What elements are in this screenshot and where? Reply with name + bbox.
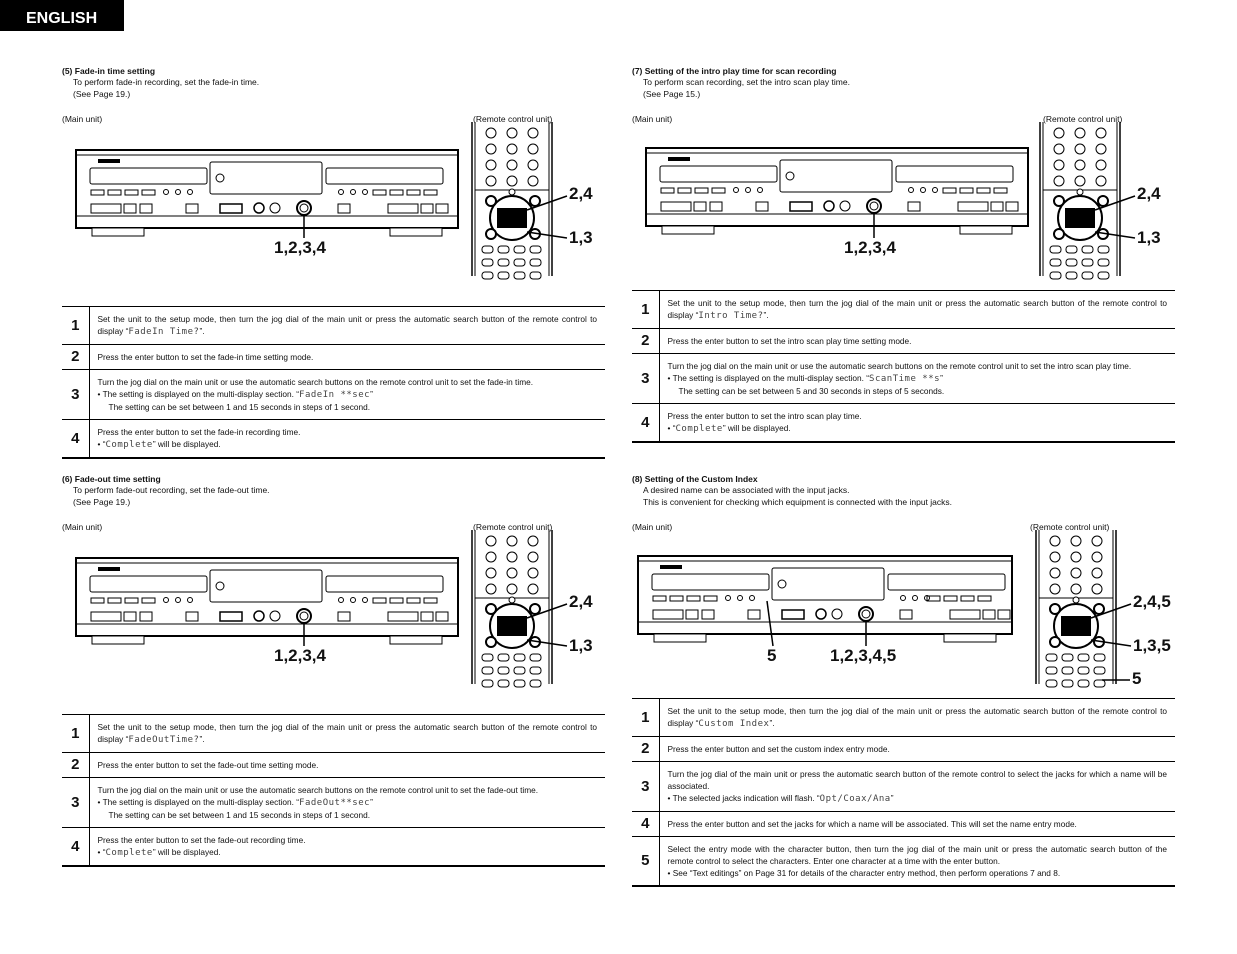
section-title: (7) Setting of the intro play time for scan recording [632, 66, 837, 76]
step-number: 1 [632, 291, 659, 329]
illustration-drawing [632, 100, 1176, 290]
step-number: 3 [632, 762, 659, 812]
step-description [98, 376, 598, 388]
steps-table [62, 306, 605, 459]
step-bullet [668, 792, 1168, 805]
callout-remote-lower: 1,3,5 [1133, 636, 1171, 655]
bullet-text: “ [672, 423, 676, 433]
bullet-text: The setting is displayed on the multi-display section. “ [672, 373, 870, 383]
bullet-text-after: ” [940, 373, 943, 383]
callout-main-unit: 1,2,3,4 [274, 238, 326, 257]
step-description [668, 843, 1168, 867]
step-description [98, 834, 598, 846]
step-bullet [98, 388, 598, 401]
step-main-text: Press the enter button to set the intro scan play time. [667, 411, 862, 421]
step-main-text: Press the enter button and set the jacks for which a name will be associated. This will set the name entry mode. [667, 819, 1077, 829]
callout-main-unit: 1,2,3,4,5 [830, 646, 897, 665]
step-main-text: Turn the jog dial on the main unit or use the automatic search buttons on the remote control unit to set the intro scan play time. [667, 361, 1132, 371]
step-text-after: ”. [763, 310, 769, 320]
step-row [62, 420, 605, 459]
step-note: The setting can be set between 1 and 15 seconds in steps of 1 second. [108, 810, 371, 820]
step-row [632, 291, 1175, 329]
step-row [632, 354, 1175, 404]
callout-remote-upper: 2,4 [569, 592, 593, 611]
step-text-after: ”. [199, 734, 205, 744]
section-description: (See Page 19.) [73, 89, 131, 99]
illustration-drawing [62, 100, 606, 306]
section-description: (See Page 19.) [73, 497, 131, 507]
callout-remote-upper: 2,4 [1137, 184, 1161, 203]
step-description [98, 351, 598, 363]
section-description: To perform fade-out recording, set the fade-out time. [73, 485, 270, 495]
illustration-drawing [62, 508, 606, 714]
step-description [668, 410, 1168, 422]
section-title: (6) Fade-out time setting [62, 474, 161, 484]
lcd-message: Custom Index [698, 719, 770, 729]
main-unit-illustration [646, 148, 1028, 234]
bullet-text-after: ” will be displayed. [152, 847, 221, 857]
step-main-text: Set the unit to the setup mode, then turn the jog dial of the main unit or press the automatic search button of the remote control to display “ [97, 314, 597, 336]
section-description: To perform fade-in recording, set the fade-in time. [73, 77, 260, 87]
bullet-mark: • [97, 847, 103, 857]
lcd-message: Complete [105, 440, 153, 450]
bullet-text: “ [102, 847, 106, 857]
step-text [89, 778, 605, 828]
step-main-text: Press the enter button to set the fade-in recording time. [97, 427, 301, 437]
step-number: 3 [62, 778, 89, 828]
step-text [89, 307, 605, 345]
lcd-message: FadeOut**sec [299, 798, 371, 808]
step-main-text: Turn the jog dial of the main unit or press the automatic search button of the remote control to select the jacks for which a name will be associated. [667, 769, 1167, 791]
callout-remote-upper: 2,4,5 [1133, 592, 1171, 611]
step-text [89, 828, 605, 867]
main-unit-label: (Main unit) [632, 114, 673, 124]
section-fade-in [62, 66, 606, 459]
callout-remote-lower: 1,3 [1137, 228, 1161, 247]
step-row [632, 762, 1175, 812]
step-main-text: Press the enter button to set the intro scan play time setting mode. [667, 336, 912, 346]
bullet-mark: • [667, 423, 673, 433]
step-text [89, 370, 605, 420]
remote-unit-label: (Remote control unit) [1043, 114, 1123, 124]
step-text-after: ”. [199, 326, 205, 336]
section-intro-play-time [632, 66, 1176, 443]
step-number: 3 [632, 354, 659, 404]
step-row [62, 753, 605, 778]
step-row [62, 715, 605, 753]
illustration-area [62, 100, 606, 306]
step-number: 1 [632, 699, 659, 737]
remote-control-illustration [1040, 122, 1120, 279]
step-main-text: Press the enter button to set the fade-in time setting mode. [97, 352, 314, 362]
step-description [668, 818, 1168, 830]
step-number: 4 [62, 420, 89, 459]
lcd-message: Complete [105, 848, 153, 858]
bullet-text-after: ” [890, 793, 894, 803]
illustration-area [632, 100, 1176, 290]
lcd-message: FadeOutTime? [128, 735, 200, 745]
bullet-text-after: ” will be displayed. [152, 439, 221, 449]
step-main-text: Set the unit to the setup mode, then turn the jog dial of the main unit or press the automatic search button of the remote control to display “ [667, 706, 1167, 728]
callout-remote-lower: 1,3 [569, 636, 593, 655]
step-bullet [668, 372, 1168, 385]
step-text [89, 715, 605, 753]
step-row [632, 812, 1175, 837]
illustration-drawing [632, 508, 1176, 698]
section-title: (5) Fade-in time setting [62, 66, 156, 76]
step-text [659, 699, 1175, 737]
illustration-area [632, 508, 1176, 698]
step-description [98, 721, 598, 746]
step-row [632, 737, 1175, 762]
bullet-text: The selected jacks indication will flash. “ [672, 793, 820, 803]
step-row [632, 404, 1175, 443]
section-description: This is convenient for checking which equipment is connected with the input jacks. [643, 497, 952, 507]
bullet-text: “ [102, 439, 106, 449]
step-number: 2 [62, 753, 89, 778]
callout-remote-lower: 1,3 [569, 228, 593, 247]
language-tab: ENGLISH [0, 0, 124, 31]
main-unit-illustration [76, 558, 458, 644]
step-number: 4 [632, 812, 659, 837]
remote-control-illustration [472, 530, 552, 687]
step-description [98, 313, 598, 338]
main-unit-illustration [638, 556, 1012, 642]
remote-control-illustration [1036, 530, 1116, 687]
lcd-message: ScanTime **s [869, 374, 941, 384]
callout-main-unit: 1,2,3,4 [274, 646, 326, 665]
step-note: The setting can be set between 5 and 30 seconds in steps of 5 seconds. [678, 386, 945, 396]
step-text [659, 762, 1175, 812]
step-main-text: Select the entry mode with the character button, then turn the jog dial of the main unit or press the automatic search button of the remote control to select the characters. Enter one character at a time with the enter button. [667, 844, 1167, 866]
step-description [668, 743, 1168, 755]
step-text [659, 837, 1175, 887]
step-row [62, 828, 605, 867]
step-row [62, 307, 605, 345]
bullet-mark: • [97, 389, 103, 399]
step-bullet [98, 438, 598, 451]
lcd-message: FadeIn Time? [128, 327, 200, 337]
step-bullet [668, 422, 1168, 435]
step-text [659, 404, 1175, 443]
step-description [98, 426, 598, 438]
step-number: 3 [62, 370, 89, 420]
bullet-mark: • [667, 373, 673, 383]
section-description: A desired name can be associated with the input jacks. [643, 485, 850, 495]
step-number: 4 [62, 828, 89, 867]
step-row [62, 778, 605, 828]
callout-main-unit: 1,2,3,4 [844, 238, 896, 257]
illustration-area [62, 508, 606, 714]
section-custom-index [632, 474, 1176, 887]
lcd-message: Opt/Coax/Ana [819, 794, 891, 804]
main-unit-label: (Main unit) [632, 522, 673, 532]
step-text [89, 420, 605, 459]
remote-control-illustration [472, 122, 552, 279]
step-bullet [98, 846, 598, 859]
bullet-mark: • [97, 439, 103, 449]
step-number: 1 [62, 307, 89, 345]
step-bullet [98, 796, 598, 809]
main-unit-label: (Main unit) [62, 522, 103, 532]
step-number: 2 [632, 737, 659, 762]
remote-unit-label: (Remote control unit) [473, 522, 553, 532]
step-main-text: Press the enter button and set the custom index entry mode. [667, 744, 890, 754]
main-unit-illustration [76, 150, 458, 236]
section-title: (8) Setting of the Custom Index [632, 474, 758, 484]
main-unit-label: (Main unit) [62, 114, 103, 124]
step-text [659, 737, 1175, 762]
step-main-text: Turn the jog dial on the main unit or use the automatic search buttons on the remote control unit to set the fade-in time. [97, 377, 534, 387]
step-number: 4 [632, 404, 659, 443]
steps-table [632, 698, 1175, 887]
step-description [98, 784, 598, 796]
step-main-text: Press the enter button to set the fade-out time setting mode. [97, 760, 319, 770]
step-description [668, 335, 1168, 347]
step-row [62, 345, 605, 370]
callout-main-unit-button: 5 [767, 646, 777, 665]
step-row [632, 837, 1175, 887]
lcd-message: Intro Time? [698, 311, 764, 321]
bullet-text-after: ” [370, 797, 373, 807]
step-row [632, 699, 1175, 737]
step-text [659, 354, 1175, 404]
callout-remote-bottom: 5 [1132, 669, 1142, 688]
step-row [632, 329, 1175, 354]
step-number: 2 [632, 329, 659, 354]
step-text [659, 291, 1175, 329]
bullet-text: The setting is displayed on the multi-display section. “ [102, 797, 300, 807]
step-text [89, 345, 605, 370]
bullet-text-after: ” [370, 389, 373, 399]
section-fade-out [62, 474, 606, 867]
step-note: The setting can be set between 1 and 15 seconds in steps of 1 second. [108, 402, 371, 412]
lcd-message: FadeIn **sec [299, 390, 371, 400]
step-description [668, 297, 1168, 322]
section-description: (See Page 15.) [643, 89, 701, 99]
step-main-text: Turn the jog dial on the main unit or use the automatic search buttons on the remote control unit to set the fade-out time. [97, 785, 539, 795]
bullet-mark: • [667, 868, 673, 878]
bullet-text-after: ” will be displayed. [722, 423, 791, 433]
bullet-mark: • [667, 793, 673, 803]
step-main-text: Press the enter button to set the fade-out recording time. [97, 835, 306, 845]
remote-unit-label: (Remote control unit) [1030, 522, 1110, 532]
bullet-text: The setting is displayed on the multi-display section. “ [102, 389, 300, 399]
step-text-after: ”. [769, 718, 775, 728]
bullet-text: See “Text editings” on Page 31 for details of the character entry method, then perform operations 7 and 8. [672, 868, 1061, 878]
step-main-text: Set the unit to the setup mode, then turn the jog dial of the main unit or press the automatic search button of the remote control to display “ [97, 722, 597, 744]
step-description [668, 768, 1168, 792]
steps-table [632, 290, 1175, 443]
callout-remote-upper: 2,4 [569, 184, 593, 203]
step-main-text: Set the unit to the setup mode, then turn the jog dial of the main unit or press the automatic search button of the remote control to display “ [667, 298, 1167, 320]
step-row [62, 370, 605, 420]
step-number: 5 [632, 837, 659, 887]
step-text [659, 812, 1175, 837]
bullet-mark: • [97, 797, 103, 807]
steps-table [62, 714, 605, 867]
step-text [659, 329, 1175, 354]
step-description [668, 360, 1168, 372]
remote-unit-label: (Remote control unit) [473, 114, 553, 124]
step-number: 1 [62, 715, 89, 753]
section-description: To perform scan recording, set the intro scan play time. [643, 77, 850, 87]
step-description [668, 705, 1168, 730]
lcd-message: Complete [675, 424, 723, 434]
step-bullet [668, 867, 1168, 879]
step-description [98, 759, 598, 771]
step-number: 2 [62, 345, 89, 370]
step-text [89, 753, 605, 778]
